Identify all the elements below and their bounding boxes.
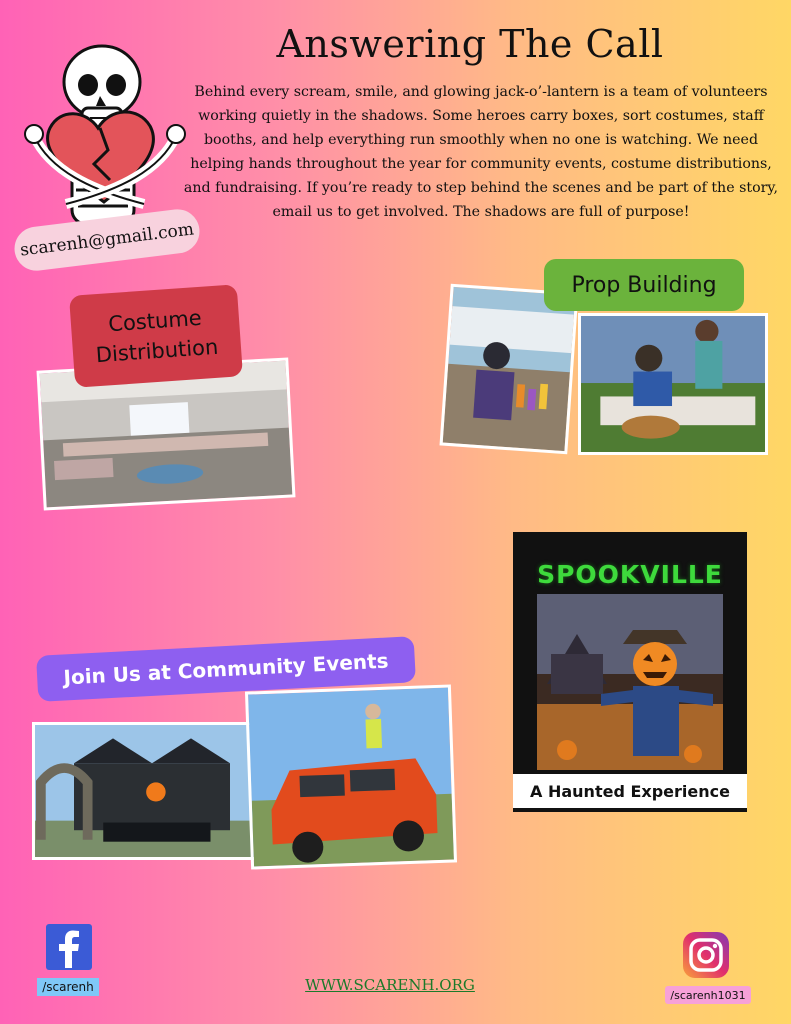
spookville-title: SPOOKVILLE	[537, 560, 723, 589]
facebook-handle[interactable]: /scarenh	[37, 978, 99, 996]
community-event-car-photo	[245, 684, 457, 869]
community-events-text: Join Us at Community Events	[62, 648, 390, 690]
facebook-icon[interactable]	[46, 924, 92, 970]
instagram-icon[interactable]	[683, 932, 729, 978]
community-event-tent-photo	[32, 722, 272, 860]
spookville-poster	[513, 532, 747, 812]
page-title: Answering The Call	[276, 22, 664, 66]
spookville-subtitle: A Haunted Experience	[513, 774, 747, 808]
costume-distribution-text: Costume Distribution	[95, 305, 219, 368]
prop-building-photo-right	[578, 313, 768, 455]
website-link[interactable]: WWW.SCARENH.ORG	[305, 976, 475, 994]
email-address[interactable]: scarenh@gmail.com	[19, 219, 195, 261]
scarecrow-illustration	[537, 594, 723, 770]
prop-building-label	[544, 259, 744, 311]
intro-paragraph: Behind every scream, smile, and glowing jack-o’-lantern is a team of volunteers working quietly in the shadows. Some heroes carry boxes, sort costumes, staff booths, and help everything run smoothly when no one is watching. We need helping hands throughout the year for community events, costume distributions, and fundraising. If you’re ready to step behind the scenes and be part of the story, email us to get involved. The shadows are full of purpose!	[183, 84, 779, 220]
skeleton-heart-logo	[20, 30, 190, 230]
prop-building-text: Prop Building	[571, 272, 717, 298]
costume-distribution-label	[69, 284, 243, 387]
instagram-handle[interactable]: /scarenh1031	[665, 986, 751, 1004]
